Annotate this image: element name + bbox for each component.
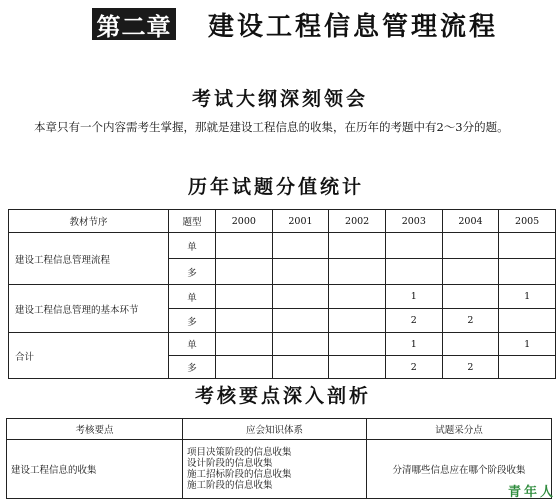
- value-cell: 1: [499, 285, 556, 309]
- header-year: 2001: [272, 210, 329, 233]
- value-cell: 2: [385, 356, 442, 379]
- value-cell: [385, 259, 442, 285]
- value-cell: [216, 356, 273, 379]
- value-cell: [499, 309, 556, 333]
- value-cell: [272, 333, 329, 356]
- header-year: 2005: [499, 210, 556, 233]
- section-title-outline: 考试大纲深刻领会: [192, 88, 369, 110]
- value-cell: [272, 285, 329, 309]
- score-table-header: [9, 210, 556, 233]
- table-row: [9, 233, 556, 259]
- key-points-table: [6, 418, 552, 499]
- section-cell: 合计: [9, 333, 169, 379]
- type-cell: 单: [169, 333, 216, 356]
- value-cell: 2: [442, 356, 499, 379]
- knowledge-item: 施工阶段的信息收集: [187, 480, 273, 491]
- section-title-analysis: 考核要点深入剖析: [195, 385, 372, 407]
- table-row: [9, 333, 556, 356]
- value-cell: 1: [385, 285, 442, 309]
- score-table: [8, 209, 556, 379]
- value-cell: [329, 259, 386, 285]
- value-cell: [442, 333, 499, 356]
- type-cell: 多: [169, 356, 216, 379]
- value-cell: [499, 259, 556, 285]
- watermark-logo: 青年人: [507, 485, 556, 500]
- value-cell: [499, 233, 556, 259]
- value-cell: [216, 285, 273, 309]
- table-row: [7, 440, 552, 499]
- section-title-statistics: 历年试题分值统计: [188, 176, 365, 198]
- header-key-point: 考核要点: [7, 419, 183, 440]
- value-cell: [442, 285, 499, 309]
- header-scoring: 试题采分点: [367, 419, 552, 440]
- value-cell: [272, 309, 329, 333]
- type-cell: 多: [169, 259, 216, 285]
- knowledge-cell: [183, 440, 367, 499]
- key-point-cell: 建设工程信息的收集: [7, 440, 183, 499]
- value-cell: [329, 285, 386, 309]
- table-row: [9, 285, 556, 309]
- header-year: 2004: [442, 210, 499, 233]
- value-cell: [329, 333, 386, 356]
- value-cell: [329, 233, 386, 259]
- header-year: 2003: [385, 210, 442, 233]
- value-cell: [216, 309, 273, 333]
- type-cell: 单: [169, 233, 216, 259]
- knowledge-item: 施工招标阶段的信息收集: [187, 469, 292, 480]
- value-cell: [442, 259, 499, 285]
- chapter-title: 建设工程信息管理流程: [208, 12, 499, 42]
- intro-paragraph: 本章只有一个内容需考生掌握，那就是建设工程信息的收集，在历年的考题中有2～3分的题。: [34, 120, 509, 134]
- chapter-label: 第二章: [92, 8, 176, 40]
- value-cell: [329, 356, 386, 379]
- value-cell: [499, 356, 556, 379]
- value-cell: 1: [385, 333, 442, 356]
- value-cell: [272, 356, 329, 379]
- header-section: 教材节序: [9, 210, 169, 233]
- value-cell: [272, 259, 329, 285]
- header-year: 2000: [216, 210, 273, 233]
- value-cell: [272, 233, 329, 259]
- value-cell: [216, 233, 273, 259]
- value-cell: [442, 233, 499, 259]
- header-type: 题型: [169, 210, 216, 233]
- knowledge-item: 项目决策阶段的信息收集: [187, 447, 292, 458]
- value-cell: [216, 259, 273, 285]
- value-cell: [329, 309, 386, 333]
- knowledge-item: 设计阶段的信息收集: [187, 458, 273, 469]
- header-knowledge: 应会知识体系: [183, 419, 367, 440]
- scoring-cell: 分清哪些信息应在哪个阶段收集: [367, 440, 552, 499]
- value-cell: 2: [385, 309, 442, 333]
- type-cell: 单: [169, 285, 216, 309]
- type-cell: 多: [169, 309, 216, 333]
- header-year: 2002: [329, 210, 386, 233]
- section-cell: 建设工程信息管理的基本环节: [9, 285, 169, 333]
- value-cell: 2: [442, 309, 499, 333]
- section-cell: 建设工程信息管理流程: [9, 233, 169, 285]
- value-cell: [216, 333, 273, 356]
- key-table-header: [7, 419, 552, 440]
- value-cell: 1: [499, 333, 556, 356]
- value-cell: [385, 233, 442, 259]
